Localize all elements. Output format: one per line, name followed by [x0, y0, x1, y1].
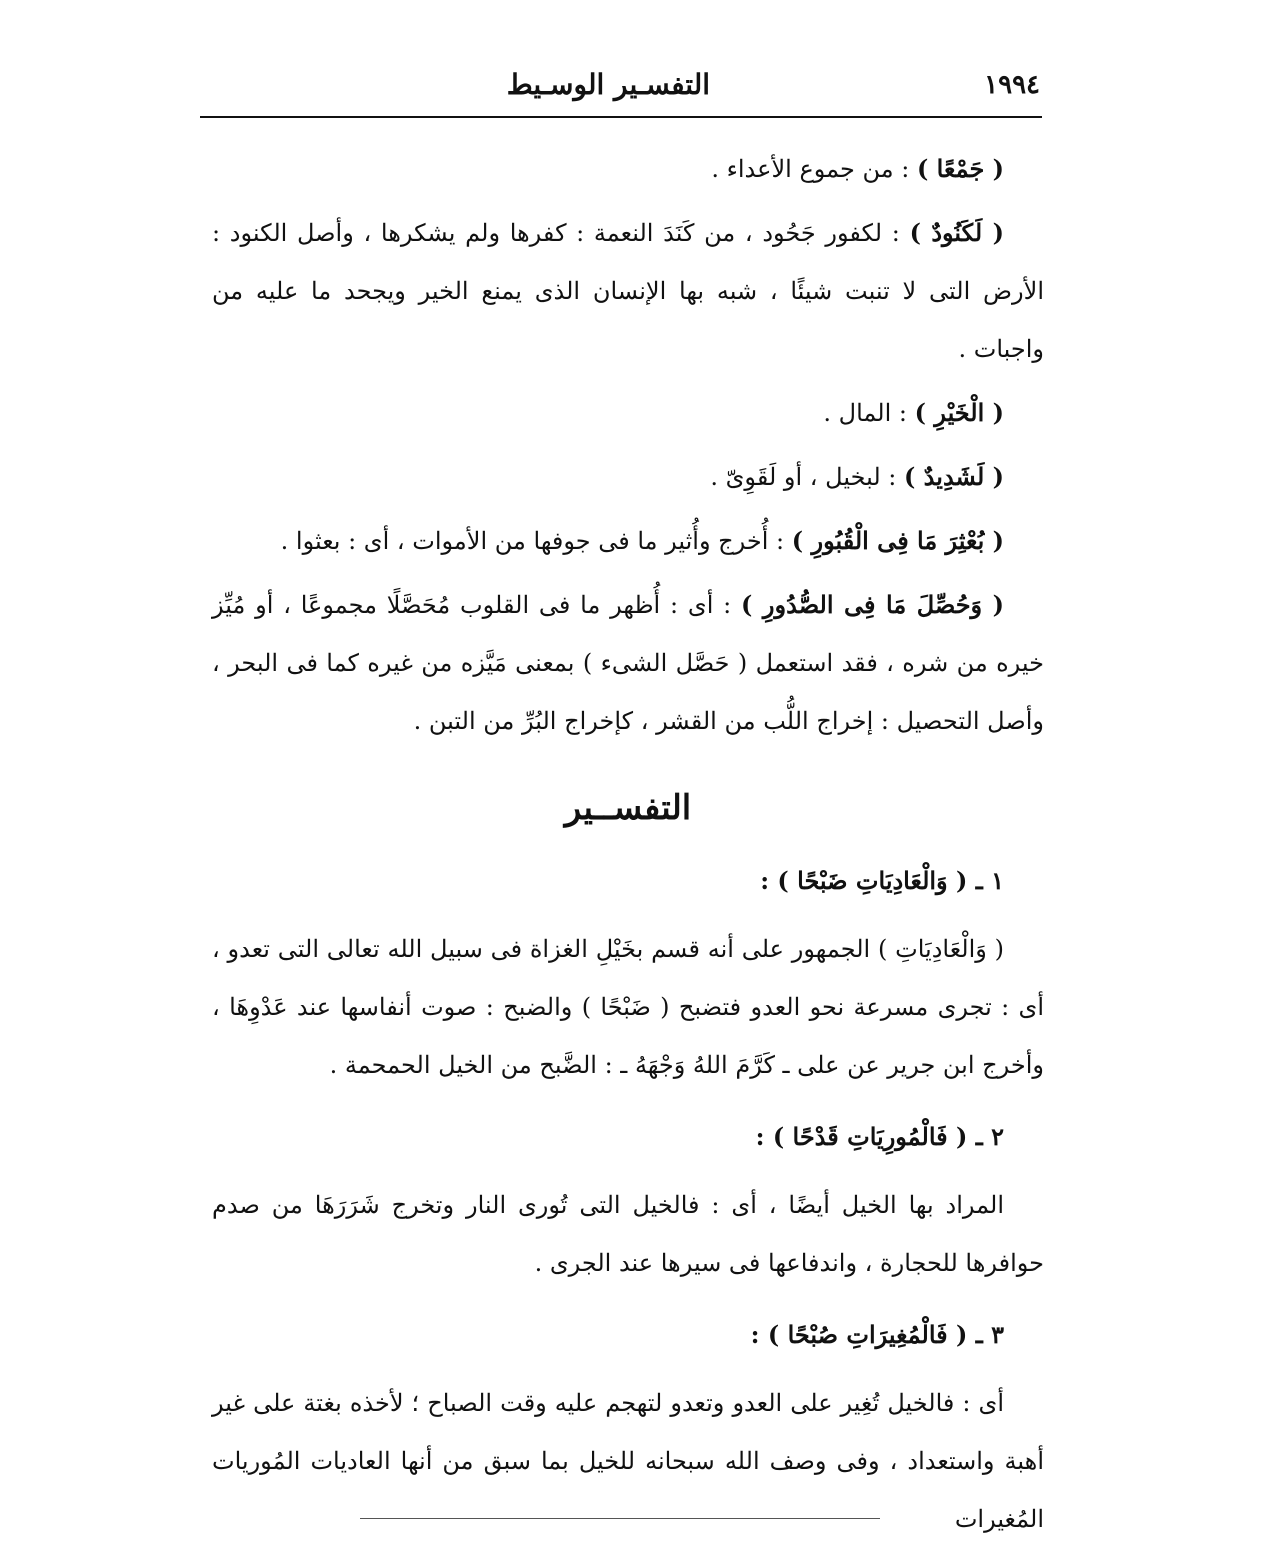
vocab-entry: [212, 140, 1044, 198]
footer-divider: [360, 1518, 880, 1519]
vocab-definition: : لكفور جَحُود ، من كَنَدَ النعمة : كفرها ولم يشكرها ، وأصل الكنود : الأرض التى لا تنبت شيئًا ، شبه بها الإنسان الذى يمنع الخير ويجحد ما عليه من واجبات .: [212, 219, 1044, 363]
verse-heading: ٢ ـ ( فَالْمُورِيَاتِ قَدْحًا ) :: [755, 1122, 1004, 1151]
vocab-entry: [212, 576, 1044, 750]
page-number: ١٩٩٤: [984, 70, 1040, 100]
vocab-definition: : المال .: [823, 399, 915, 427]
section-heading: التفســير: [564, 788, 692, 828]
vocab-entry: [212, 384, 1044, 442]
verse-explanation: أى : فالخيل تُغِير على العدو وتعدو لتهجم عليه وقت الصباح ؛ لأخذه بغتة على غير أهبة واستعداد ، وفى وصف الله سبحانه للخيل بما سبق من أنها العاديات المُوريات المُغيرات: [212, 1389, 1044, 1533]
vocab-definition: : من جموع الأعداء .: [711, 155, 917, 183]
vocab-entry: [212, 448, 1044, 506]
vocab-entry: [212, 512, 1044, 570]
vocab-term: ( بُعْثِرَ مَا فِى الْقُبُورِ ): [791, 526, 1004, 555]
running-title: التفسـير الوسـيط: [506, 68, 710, 101]
vocab-term: ( وَحُصِّلَ مَا فِى الصُّدُورِ ): [741, 590, 1005, 619]
vocab-definition: : أى : أُظهر ما فى القلوب مُحَصَّلًا مجموعًا ، أو مُيِّز خيره من شره ، فقد استعمل ( حَصَّل الشىء ) بمعنى مَيَّزه من غيره كما فى البحر ، وأصل التحصيل : إخراج اللُّب من القشر ، كإخراج البُرِّ من التبن .: [212, 591, 1044, 735]
vocab-term: ( جَمْعًا ): [916, 154, 1004, 183]
page-body: [212, 140, 1044, 1554]
vocab-definition: : لبخيل ، أو لَقَوِىّ .: [710, 463, 904, 491]
vocab-term: ( لَكَنُودٌ ): [909, 218, 1004, 247]
verse-explanation: المراد بها الخيل أيضًا ، أى : فالخيل التى تُورى النار وتخرج شَرَرَهَا من صدم حوافرها للحجارة ، واندفاعها فى سيرها عند الجرى .: [212, 1191, 1044, 1277]
vocab-term: ( الْخَيْرِ ): [914, 398, 1004, 427]
vocab-term: ( لَشَدِيدٌ ): [903, 462, 1004, 491]
page-header: [200, 66, 1040, 110]
verse-explanation: ( وَالْعَادِيَاتِ ) الجمهور على أنه قسم بخَيْلِ الغزاة فى سبيل الله تعالى التى تعدو ، أى : تجرى مسرعة نحو العدو فتضبح ( ضَبْحًا ) والضبح : صوت أنفاسها عند عَدْوِهَا ، وأخرج ابن جرير عن على ـ كَرَّمَ اللهُ وَجْهَهُ ـ : الضَّبح من الخيل الحمحمة .: [212, 935, 1044, 1079]
verse-heading: ٣ ـ ( فَالْمُغِيرَاتِ صُبْحًا ) :: [750, 1320, 1004, 1349]
verse-heading: ١ ـ ( وَالْعَادِيَاتِ ضَبْحًا ) :: [760, 866, 1004, 895]
vocab-entry: [212, 204, 1044, 378]
header-divider: [200, 116, 1042, 118]
vocab-definition: : أُخرج وأُثير ما فى جوفها من الأموات ، أى : بعثوا .: [280, 527, 792, 555]
